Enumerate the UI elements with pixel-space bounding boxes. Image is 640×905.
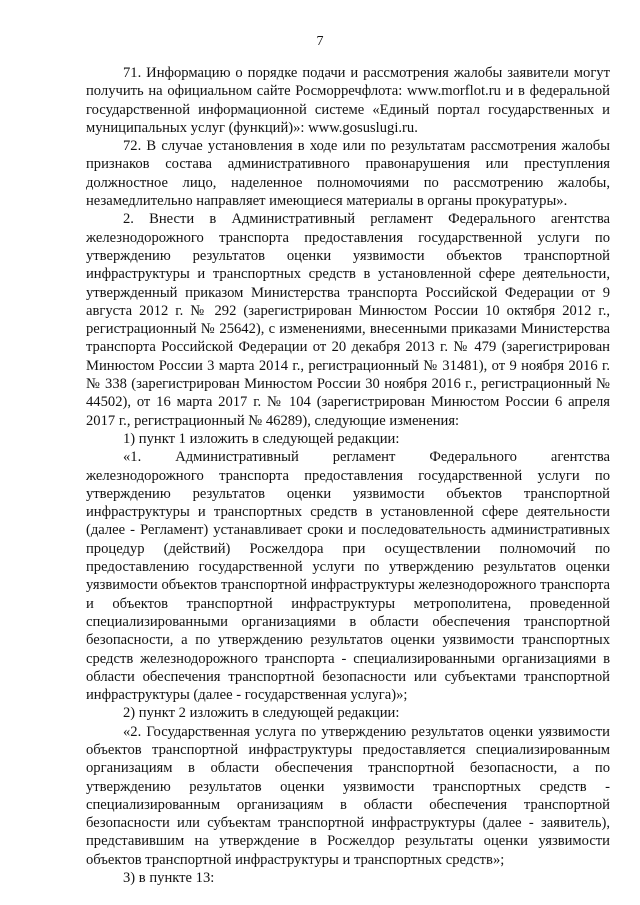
- paragraph-item-1-heading: 1) пункт 1 изложить в следующей редакции:: [123, 430, 400, 447]
- paragraph-71: 71. Информацию о порядке подачи и рассмотрения жалобы заявители могут получить на официальном сайте Росморречфлота: www.morflot.ru и в федеральной государственной информационной системе «Единый портал государственных и муниципальных услуг (функций)»: www.gosuslugi.ru.: [86, 65, 610, 136]
- paragraph-72: 72. В случае установления в ходе или по результатам рассмотрения жалобы признаков состава административного правонарушения или преступления должностное лицо, наделенное полномочиями по рассмотрению жалобы, незамедлительно направляет имеющиеся материалы в органы прокуратуры».: [86, 138, 610, 210]
- paragraph-item-2-text: «2. Государственная услуга по утверждению результатов оценки уязвимости объектов транспортной инфраструктуры предоставляется специализированным организациям в области обеспечения транспортной безопасности, а по утверждению результатов оценки уязвимости транспортных средств - специализированным организациям в области обеспечения транспортной безопасности или субъектам транспортной инфраструктуры (далее - заявитель), представившим на утверждение в Росжелдор результаты оценки уязвимости объектов транспортной инфраструктуры и транспортных средств»;: [86, 723, 610, 868]
- document-body: [86, 64, 610, 887]
- paragraph-item-2-heading: 2) пункт 2 изложить в следующей редакции:: [123, 705, 400, 722]
- paragraph-item-3-heading: 3) в пункте 13:: [123, 870, 215, 887]
- paragraph-item-1-text: «1. Административный регламент Федерального агентства железнодорожного транспорта предоставления государственной услуги по утверждению результатов оценки уязвимости объектов транспортной инфраструктуры и транспортных средств в установленной сфере деятельности (далее - Регламент) устанавливает сроки и последовательность административных процедур (действий) Росжелдора при осуществлении полномочий по предоставлению государственной услуги по утверждению результатов оценки уязвимости объектов транспортной инфраструктуры железнодорожного транспорта и объектов транспортной инфраструктуры метрополитена, проведенной специализированными организациями в области обеспечения транспортной безопасности, а по утверждению результатов оценки уязвимости транспортных средств железнодорожного транспорта - специализированными организациями в области обеспечения транспортной безопасности или субъектами транспортной инфраструктуры (далее - государственная услуга)»;: [86, 449, 610, 704]
- paragraph-amendment-2: 2. Внести в Административный регламент Федерального агентства железнодорожного транспорта предоставления государственной услуги по утверждению результатов оценки уязвимости объектов транспортной инфраструктуры и транспортных средств в установленной сфере деятельности, утвержденный приказом Министерства транспорта Российской Федерации от 9 августа 2012 г. № 292 (зарегистрирован Минюстом России 10 октября 2012 г., регистрационный № 25642), с изменениями, внесенными приказами Министерства транспорта Российской Федерации от 20 декабря 2013 г. № 479 (зарегистрирован Минюстом России 3 марта 2014 г., регистрационный № 31481), от 9 ноября 2016 г. № 338 (зарегистрирован Минюстом России 30 ноября 2016 г., регистрационный № 44502), от 16 марта 2017 г. № 104 (зарегистрирован Минюстом России 6 апреля 2017 г., регистрационный № 46289), следующие изменения:: [86, 211, 610, 429]
- page-number: 7: [316, 34, 324, 49]
